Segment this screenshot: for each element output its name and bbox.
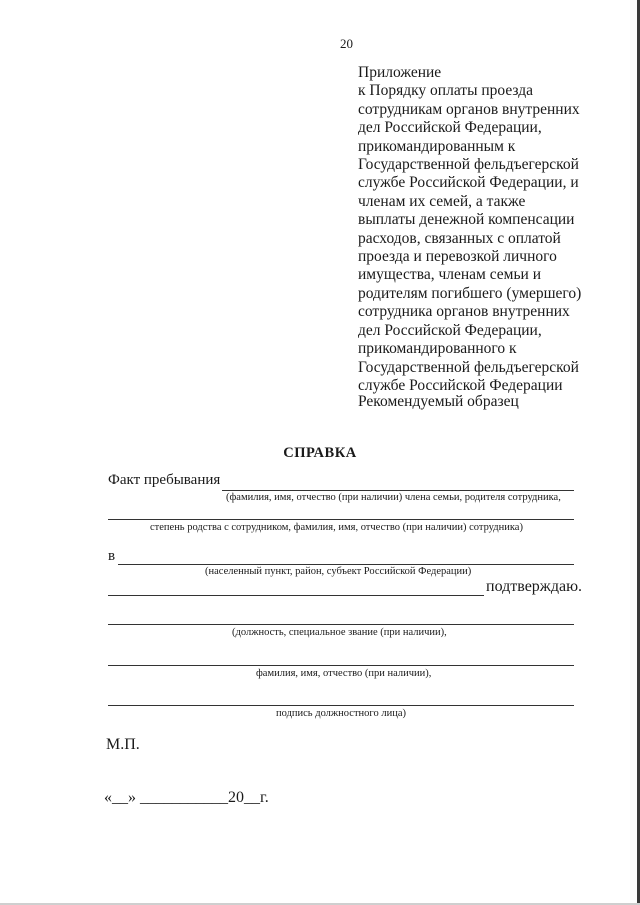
official-name-line[interactable] <box>108 665 574 666</box>
date-field[interactable]: «__» ___________20__г. <box>104 789 269 806</box>
person-name-line[interactable] <box>222 490 574 491</box>
caption-person: (фамилия, имя, отчество (при наличии) члена семьи, родителя сотрудника, <box>226 492 561 503</box>
appendix-block <box>358 64 598 395</box>
appendix-line: Государственной фельдъегерской <box>358 358 579 376</box>
appendix-line: имущества, членам семьи и <box>358 266 542 284</box>
sample-label: Рекомендуемый образец <box>358 393 519 410</box>
page-number: 20 <box>340 36 353 51</box>
appendix-line: к Порядку оплаты проезда <box>358 82 534 100</box>
appendix-line: сотрудника органов внутренних <box>358 303 570 321</box>
stamp-label: М.П. <box>106 736 140 753</box>
appendix-line: родителям погибшего (умершего) <box>358 284 582 302</box>
appendix-line: сотрудникам органов внутренних <box>358 100 580 118</box>
appendix-line: членам их семей, а также <box>358 192 526 210</box>
appendix-line: дел Российской Федерации, <box>358 321 542 339</box>
caption-position: (должность, специальное звание (при наличии), <box>232 627 447 638</box>
appendix-line: прикомандированным к <box>358 137 516 155</box>
place-line[interactable] <box>118 564 574 565</box>
in-label: в <box>108 548 116 564</box>
fact-label: Факт пребывания <box>108 472 221 488</box>
position-line[interactable] <box>108 624 574 625</box>
appendix-line: прикомандированного к <box>358 340 517 358</box>
appendix-line: расходов, связанных с оплатой <box>358 229 561 247</box>
caption-relation: степень родства с сотрудником, фамилия, имя, отчество (при наличии) сотрудника) <box>150 522 523 533</box>
caption-signature: подпись должностного лица) <box>276 708 406 719</box>
appendix-line: службе Российской Федерации, и <box>358 174 579 192</box>
document-title: СПРАВКА <box>283 445 357 461</box>
appendix-line: выплаты денежной компенсации <box>358 211 575 229</box>
confirm-label: подтверждаю. <box>486 578 583 595</box>
appendix-line: Приложение <box>358 64 442 81</box>
signature-line[interactable] <box>108 705 574 706</box>
relation-line[interactable] <box>108 519 574 520</box>
appendix-line: службе Российской Федерации <box>358 376 563 394</box>
confirm-line[interactable] <box>108 595 484 596</box>
caption-name: фамилия, имя, отчество (при наличии), <box>256 668 432 679</box>
caption-place: (населенный пункт, район, субъект Российской Федерации) <box>205 566 472 577</box>
appendix-line: дел Российской Федерации, <box>358 119 542 137</box>
appendix-line: Государственной фельдъегерской <box>358 156 579 174</box>
appendix-line: проезда и перевозкой личного <box>358 248 557 266</box>
